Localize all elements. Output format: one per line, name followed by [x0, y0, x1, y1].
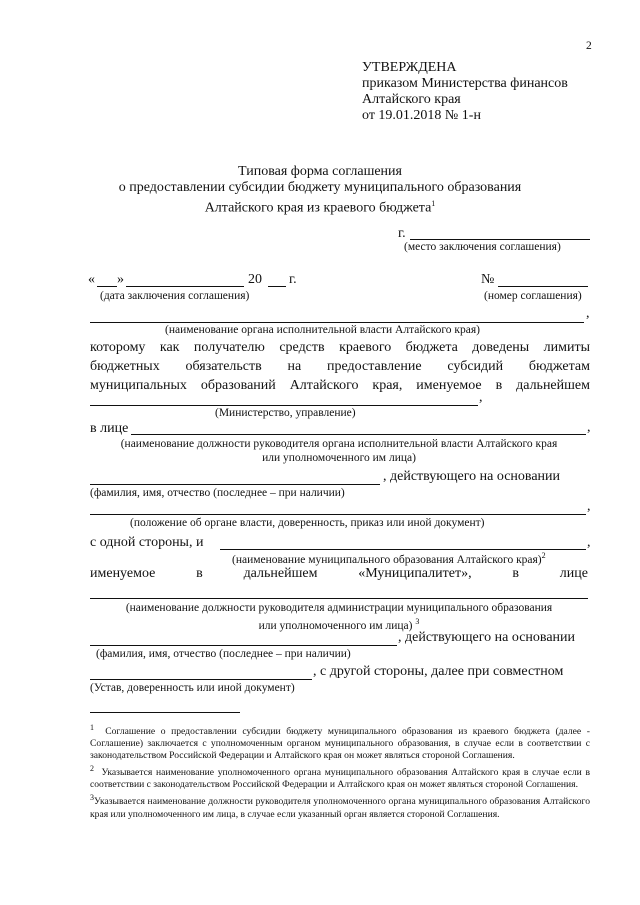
fio-caption-2: (фамилия, имя, отчество (последнее – при наличии): [96, 648, 351, 660]
footnote-separator: [90, 712, 240, 713]
organ-field[interactable]: [90, 322, 584, 323]
other-side-label: , с другой стороны, далее при совместном: [313, 664, 564, 679]
admin-field[interactable]: [90, 598, 588, 599]
place-prefix: г.: [398, 226, 406, 241]
comma: ,: [586, 306, 590, 321]
text-line: бюджетных обязательств на предоставление субсидий бюджетам: [90, 359, 590, 374]
acting-label-2: , действующего на основании: [398, 630, 576, 645]
one-side-label: с одной стороны, и: [90, 535, 204, 550]
title-line: Алтайского края из краевого бюджета$^1$: [204, 199, 436, 216]
approval-date: от 19.01.2018 № 1-н: [362, 108, 481, 123]
ministry-caption: (Министерство, управление): [215, 407, 356, 419]
approval-line: приказом Министерства финансов: [362, 76, 568, 91]
paragraph: [90, 338, 590, 395]
admin-caption: (наименование должности руководителя администрации муниципального образования или уполномоченного им лица) $^3$: [125, 602, 553, 632]
quote-open: «: [88, 272, 95, 287]
text-line: которому как получателю средств краевого бюджета доведены лимиты: [90, 340, 590, 355]
footnote: $^3$Указывается наименование должности руководителя уполномоченного органа муниципального образования Алтайского края или уполномоченного им лица, в случае если указанный орган является стороной Соглашения.: [90, 793, 590, 820]
comma: ,: [587, 420, 591, 435]
title-line: о предоставлении субсидии бюджету муниципального образования: [118, 180, 522, 195]
fio-caption: (фамилия, имя, отчество (последнее – при наличии): [90, 487, 345, 499]
approval-line: Алтайского края: [362, 92, 461, 107]
year-prefix: 20: [248, 272, 262, 287]
approval-title: УТВЕРЖДЕНА: [362, 60, 457, 75]
comma: ,: [587, 499, 591, 514]
form-title: [0, 164, 640, 217]
footnote-ref: 2: [541, 551, 546, 560]
date-caption: (дата заключения соглашения): [100, 290, 250, 302]
head-field[interactable]: [131, 434, 586, 435]
year-suffix: г.: [289, 272, 297, 287]
municipality-caption: (наименование муниципального образования Алтайского края)$^2$: [232, 551, 546, 566]
named-line: именуемое в дальнейшем «Муниципалитет», в лице: [90, 566, 588, 581]
fio-field[interactable]: [90, 484, 380, 485]
text-line: муниципальных образований Алтайского края, именуемое в дальнейшем: [90, 378, 590, 393]
charter-field[interactable]: [90, 679, 312, 680]
basis-field[interactable]: [90, 514, 586, 515]
place-field[interactable]: [410, 239, 590, 240]
approval-block: [362, 60, 568, 124]
year-field[interactable]: [268, 286, 286, 287]
acting-label: , действующего на основании: [383, 469, 561, 484]
month-field[interactable]: [126, 286, 244, 287]
page-number: 2: [586, 40, 592, 52]
footnotes: [90, 722, 590, 821]
comma: ,: [479, 390, 483, 405]
in-person-label: в лице: [90, 421, 129, 436]
charter-caption: (Устав, доверенность или иной документ): [90, 682, 295, 694]
footnote: $^1$ Соглашение о предоставлении субсидии бюджету муниципального образования из краевого бюджета (далее - Соглашение) заключается с уполномоченным органом муниципального образования, в случае если в соответствии с законодательством Российской Федерации и Алтайского края он может являться стороной Соглашения.: [90, 723, 591, 762]
comma: ,: [587, 535, 591, 550]
basis-caption: (положение об органе власти, доверенность, приказ или иной документ): [130, 517, 485, 529]
quote-close: »: [117, 272, 124, 287]
number-field[interactable]: [498, 286, 588, 287]
title-line: Типовая форма соглашения: [238, 164, 402, 179]
footnote: $^2$ Указывается наименование уполномоченного органа муниципального образования Алтайского края в случае если в соответствии с законодательством Российской Федерации и Алтайского края он может являться стороной Соглашения.: [90, 764, 590, 791]
organ-caption: (наименование органа исполнительной власти Алтайского края): [165, 324, 480, 336]
municipality-field[interactable]: [220, 549, 586, 550]
place-caption: (место заключения соглашения): [404, 241, 561, 253]
fio-field-2[interactable]: [90, 645, 397, 646]
day-field[interactable]: [97, 286, 117, 287]
ministry-field[interactable]: [90, 405, 478, 406]
head-caption: (наименование должности руководителя органа исполнительной власти Алтайского края или уполномоченного им лица): [120, 438, 558, 464]
number-caption: (номер соглашения): [484, 290, 582, 302]
footnote-ref: 3: [415, 617, 420, 626]
number-sign: №: [481, 272, 495, 287]
footnote-ref: 1: [431, 199, 436, 208]
